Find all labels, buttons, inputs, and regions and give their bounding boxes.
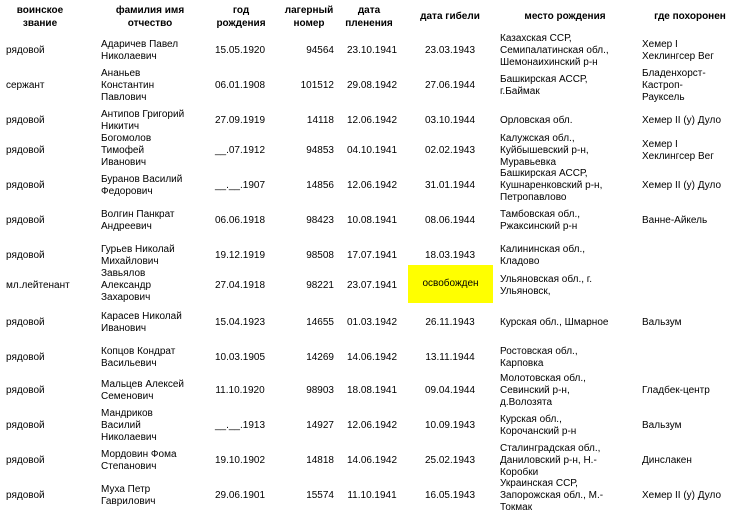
death-date-cell: 23.03.1943 [424,45,476,56]
name-cell: Гурьев Николай Михайлович [101,244,175,267]
rank-cell: рядовой [6,420,45,431]
death-date-cell: 16.05.1943 [424,490,476,501]
header-capture-date: дата пленения [345,5,393,29]
capture-date-cell: 04.10.1941 [346,145,398,156]
birthplace-cell: Ростовская обл., Карповка [500,346,578,369]
birthplace-cell: Молотовская обл., Севинский р-н, д.Волозята [500,373,586,408]
camp-number-cell: 98221 [306,280,334,291]
name-cell: Копцов Кондрат Васильевич [101,346,176,369]
death-date-cell: 13.11.1944 [425,352,475,363]
burial-cell: Вальзум [642,420,682,431]
name-cell: Мордовин Фома Степанович [101,449,177,472]
name-cell: Ананьев Константин Павлович [101,68,155,103]
header-birth-year: год рождения [216,5,266,29]
birth-date-cell: __.__.1913 [214,420,266,431]
birthplace-cell: Казахская ССР, Семипалатинская обл., Шемонаихинский р-н [500,33,609,68]
birth-date-cell: 27.09.1919 [214,115,266,126]
capture-date-cell: 11.10.1941 [347,490,397,501]
capture-date-cell: 01.03.1942 [346,317,398,328]
birthplace-cell: Курская обл., Корочанский р-н [500,414,577,437]
name-cell: Буранов Василий Федорович [101,174,183,197]
camp-number-cell: 98508 [306,250,334,261]
birth-date-cell: 06.01.1908 [214,80,266,91]
death-date-cell: 25.02.1943 [424,455,476,466]
birthplace-cell: Украинская ССР, Запорожская обл., М.- Токмак [500,478,604,513]
camp-number-cell: 14818 [306,455,334,466]
name-cell: Завьялов Александр Захарович [101,268,152,303]
rank-cell: рядовой [6,180,45,191]
birth-date-cell: 06.06.1918 [214,215,266,226]
capture-date-cell: 14.06.1942 [346,352,398,363]
death-date-cell: 31.01.1944 [424,180,476,191]
camp-number-cell: 94853 [306,145,334,156]
camp-number-cell: 14118 [306,115,334,126]
camp-number-cell: 14927 [306,420,334,431]
rank-cell: рядовой [6,250,45,261]
header-death-date: дата гибели [420,11,480,22]
birthplace-cell: Калининская обл., Кладово [500,244,586,267]
rank-cell: рядовой [6,215,45,226]
camp-number-cell: 14655 [306,317,334,328]
rank-cell: рядовой [6,145,45,156]
capture-date-cell: 12.06.1942 [346,115,398,126]
capture-date-cell: 23.10.1941 [346,45,398,56]
burial-cell: Ванне-Айкель [642,215,708,226]
burial-cell: Вальзум [642,317,682,328]
death-date-cell: 03.10.1944 [424,115,476,126]
rank-cell: рядовой [6,455,45,466]
name-cell: Волгин Панкрат Андреевич [101,209,175,232]
capture-date-cell: 12.06.1942 [346,180,398,191]
camp-number-cell: 101512 [300,80,334,91]
birth-date-cell: 15.05.1920 [214,45,266,56]
birthplace-cell: Тамбовская обл., Ржаксинский р-н [500,209,581,232]
capture-date-cell: 14.06.1942 [346,455,398,466]
birthplace-cell: Ульяновская обл., г. Ульяновск, [500,274,592,297]
rank-cell: рядовой [6,115,45,126]
birth-date-cell: 11.10.1920 [215,385,265,396]
birth-date-cell: 15.04.1923 [214,317,266,328]
capture-date-cell: 10.08.1941 [346,215,398,226]
birth-date-cell: 29.06.1901 [214,490,266,501]
name-cell: Адаричев Павел Николаевич [101,39,179,62]
camp-number-cell: 14269 [306,352,334,363]
burial-cell: Хемер II (у) Дуло [642,180,722,191]
death-date-cell: 18.03.1943 [424,250,476,261]
death-date-cell: 27.06.1944 [424,80,476,91]
birthplace-cell: Башкирская АССР, г.Баймак [500,74,588,97]
rank-cell: мл.лейтенант [6,280,70,291]
rank-cell: рядовой [6,317,45,328]
header-birthplace: место рождения [524,11,606,22]
death-date-cell: 26.11.1943 [425,317,475,328]
rank-cell: рядовой [6,45,45,56]
burial-cell: Гладбек-центр [642,385,710,396]
birth-date-cell: 27.04.1918 [214,280,266,291]
burial-cell: Хемер I Хеклингсер Вег [642,139,714,162]
death-date-cell: 08.06.1944 [424,215,476,226]
burial-cell: Хемер II (у) Дуло [642,115,722,126]
burial-cell: Хемер I Хеклингсер Вег [642,39,714,62]
name-cell: Мальцев Алексей Семенович [101,379,185,402]
camp-number-cell: 98903 [306,385,334,396]
header-camp-number: лагерный номер [284,5,334,29]
burial-cell: Бладенхорст- Кастроп- Рауксель [642,68,706,103]
birthplace-cell: Калужская обл., Куйбышевский р-н, Муравьевка [500,133,589,168]
name-cell: Муха Петр Гаврилович [101,484,156,507]
death-date-cell: 02.02.1943 [424,145,476,156]
birth-date-cell: 19.10.1902 [214,455,266,466]
rank-cell: рядовой [6,352,45,363]
camp-number-cell: 14856 [306,180,334,191]
name-cell: Мандриков Василий Николаевич [101,408,157,443]
burial-cell: Динслакен [642,455,692,466]
death-date-cell-highlight: освобожден [408,265,493,303]
birthplace-cell: Орловская обл. [500,115,573,126]
birth-date-cell: __.07.1912 [214,145,266,156]
capture-date-cell: 17.07.1941 [346,250,398,261]
birthplace-cell: Башкирская АССР, Кушнаренковский р-н, Петропавлово [500,168,603,203]
camp-number-cell: 15574 [306,490,334,501]
capture-date-cell: 29.08.1942 [346,80,398,91]
capture-date-cell: 18.08.1941 [346,385,398,396]
name-cell: Карасев Николай Иванович [101,311,182,334]
rank-cell: сержант [6,80,45,91]
death-date-cell: 10.09.1943 [424,420,476,431]
rank-cell: рядовой [6,490,45,501]
birthplace-cell: Сталинградская обл., Даниловский р-н, Н.- Коробки [500,443,601,478]
capture-date-cell: 12.06.1942 [346,420,398,431]
capture-date-cell: 23.07.1941 [346,280,398,291]
header-name: фамилия имя отчество [115,5,185,29]
name-cell: Богомолов Тимофей Иванович [101,133,152,168]
birth-date-cell: 19.12.1919 [214,250,266,261]
camp-number-cell: 94564 [306,45,334,56]
death-date-cell: 09.04.1944 [424,385,476,396]
camp-number-cell: 98423 [306,215,334,226]
birth-date-cell: __.__.1907 [214,180,266,191]
birthplace-cell: Курская обл., Шмарное [500,317,609,328]
birth-date-cell: 10.03.1905 [214,352,266,363]
burial-cell: Хемер II (у) Дуло [642,490,722,501]
header-burial: где похоронен [654,11,726,22]
rank-cell: рядовой [6,385,45,396]
header-rank: воинское звание [16,5,64,29]
name-cell: Антипов Григорий Никитич [101,109,185,132]
